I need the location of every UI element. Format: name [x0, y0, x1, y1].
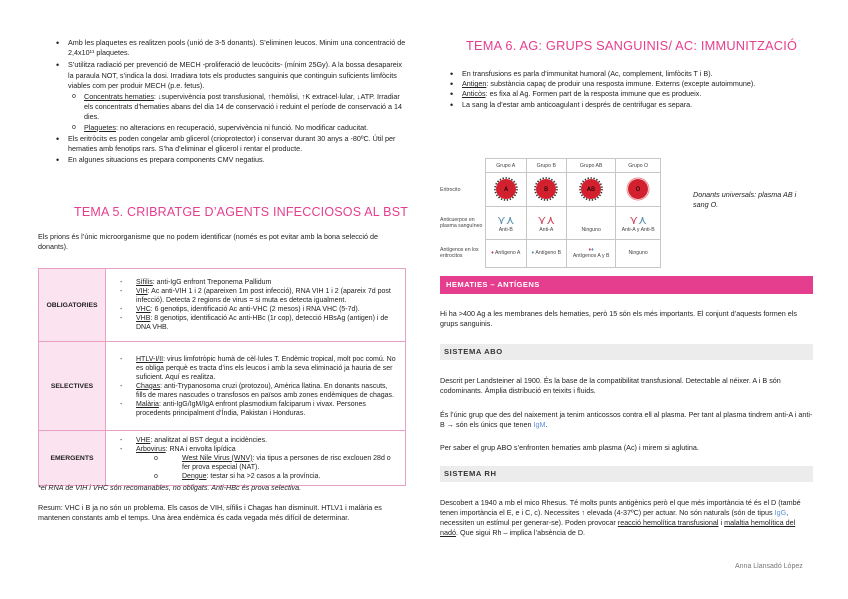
group-header: Grupo A: [486, 159, 527, 173]
antigen-cell: ♦ Antígeno A: [486, 239, 527, 267]
antigen-icon: ♦: [588, 247, 592, 254]
erythrocyte-ab-icon: [576, 174, 606, 204]
bullet-icon: •: [56, 133, 60, 144]
antigen-icon: ♦: [591, 247, 594, 254]
antigen-icon: ♦: [531, 250, 535, 257]
dash-list: [120, 355, 399, 418]
row-label: Anticuerpos en plasma sanguíneo: [440, 217, 483, 230]
blood-group-figure: [440, 158, 661, 268]
antibody-cell: ⋎⋏ Anti-A: [526, 207, 567, 239]
bullet-icon: •: [450, 89, 454, 100]
donants-note: Donants universals: plasma AB i sang O.: [693, 190, 797, 209]
list-item: - VHE: analitzat al BST degut a incidències.: [120, 436, 268, 444]
screening-table: [38, 268, 406, 486]
dash-list: [120, 436, 399, 481]
list-item: - VHB: 8 genotips, identificació Ac anti-HBc (1r cop), detecció HBsAg (antigen) i de DNA VHB.: [120, 315, 389, 331]
antibody-cell: ⋎⋏ Anti-A y Anti-B: [616, 207, 661, 239]
list-item: - VIH: Ac anti-VIH 1 i 2 (apareixen 1m post infecció), RNA VIH 1 i 2 (apareix 7d post infecció). Detecta 2 regions de virus = si muta es detecta igualment.: [120, 288, 391, 304]
list-item: - Arbovirus: RNA i envolta lipídica o West Nile Virus (WNV): via tipus a persones de risc exclouen 28d o fer prova especial (NAT). o Dengue: testar si ha >2 casos a la província.: [120, 445, 399, 481]
bullet-icon: •: [450, 79, 454, 90]
list-item: • Amb les plaquetes es realitzen pools (unió de 3-5 donants). S’eliminen leucos. Minim una concentració de 2,4x10¹¹ plaquetes.: [56, 38, 406, 58]
hematies-header: HEMATIES – ANTÍGENS: [440, 276, 813, 294]
antibody-cell: Ninguno: [567, 207, 616, 239]
table-row: [39, 431, 406, 486]
rh-header: SISTEMA RH: [440, 466, 813, 482]
bullet-icon: •: [56, 155, 60, 166]
list-item: o Plaquetes: no alteracions en recuperació, supervivència ni funció. No modificar caducitat.: [72, 122, 369, 132]
table-note: *el RNA de VIH i VHC són recomanables, no obligats. Anti-HBc és prova selectiva.: [38, 483, 302, 492]
bullet-icon: •: [450, 99, 454, 110]
list-item: • Els eritròcits es poden congelar amb glicerol (crioprotector) i conservar durant 30 anys a -80ºC. Útil per hematies amb fenotips rars. S’ha d’eliminar el glicerol i rentar el producte.: [56, 133, 396, 154]
circle-bullet-icon: o: [72, 123, 76, 131]
resum-text: Resum: VHC i B ja no són un problema. Els casos de VIH, sífilis i Chagas han disminuït. HTLV1 i malària es mantenen constants amb el temps. Una àrea endèmica és cada vegada més difícil de determinar.: [38, 503, 382, 522]
list-item: • En transfusions es parla d’immunitat humoral (Ac, complement, limfòcits T i B).: [450, 69, 713, 79]
list-item: o West Nile Virus (WNV): via tipus a persones de risc exclouen 28d o fer prova especial (NAT).: [154, 454, 391, 471]
group-header: Grupo O: [616, 159, 661, 173]
tema6-title: TEMA 6. AG: GRUPS SANGUINIS/ AC: IMMUNITZACIÓ: [466, 38, 798, 53]
erythrocyte-a-icon: [491, 174, 521, 204]
antibody-icon: ⋎⋏: [496, 212, 515, 227]
sub-list: [136, 454, 399, 481]
list-item: o Concentrats hematies: ↓supervivència post transfusional, ↑hemòlisi, ↑K extracel·lular, ↓ATP. Irradiar els concentrats d’hematies abans del dia 14 de conservació i reduint el període de conservació a 14 dies.: [72, 92, 403, 122]
antigen-cell: Ninguno: [616, 239, 661, 267]
category-obligatories: OBLIGATORIES: [39, 269, 106, 342]
rh-text: Descobert a 1940 a mb el mico Rhesus. Té molts punts antigènics però el que més importància té és el D (també tenen importància el E, e i C, c). Necessites ↑ elevada (4-37ºC) per actuar. No són naturals (són de tipus IgG, necessiten un estímul per generar-se). Poden provocar reacció hemolítica transfusional i malaltia hemolítica del nadó. Que sigui Rh – implica l’absència de D.: [440, 498, 801, 537]
list-item: - Malària: anti-IgG/IgM/IgA enfront plasmodium falciparum i vivax. Persones procedents principalment d’Índia, Pakistan i Honduras.: [120, 400, 366, 417]
abo-paragraph-3: Per saber el grup ABO s’enfronten hematies amb plasma (Ac) i mirem si aglutina.: [440, 443, 699, 452]
table-cell: [106, 431, 406, 486]
row-label: Antígenos en los eritrocitos: [440, 247, 479, 260]
erythrocyte-cell: [616, 173, 661, 207]
erythrocyte-cell: [526, 173, 567, 207]
erythrocyte-cell: [567, 173, 616, 207]
list-item: • Anticòs: es fixa al Ag. Formen part de la resposta immune que es produeix.: [450, 89, 702, 100]
tema5-title: TEMA 5. CRIBRATGE D’AGENTS INFECCIOSOS AL BST: [74, 205, 409, 219]
list-item: • La sang la d’estar amb anticoagulant i després de centrifugar es separa.: [450, 99, 693, 110]
list-item: • S’utilitza radiació per prevenció de MECH -proliferació de leucòcits- (mínim 25Gy). A la bossa desapareix la paraula NOT, s’indica la dosi. Irradiara tots els productes sanguinis que continguin suficients limfòcits viables com per produir MECH (p.e. fetus). o Concentrats hematies: ↓supervivència post transfusional, ↑hemòlisi, ↑K extracel·lular, ↓ATP. Irradiar els concentrats d’hematies abans del dia 14 de conservació i reduint el període de conservació a 14 dies. o Plaquetes: no alteracions en recuperació, supervivència ni funció. No modificar caducitat.: [68, 60, 406, 132]
svg-text:A: A: [503, 185, 508, 193]
antibody-cell: ⋎⋏ Anti-B: [486, 207, 527, 239]
group-header: Grupo B: [526, 159, 567, 173]
abo-paragraph-1: Descrit per Landsteiner al 1900. És la base de la compatibilitat transfusional. Detectable al néixer. A i B són codominants. Àmplia distribució en teixits i fluids.: [440, 376, 781, 395]
antigen-cell: ♦ Antígeno B: [526, 239, 567, 267]
tema5-intro: Els prions és l’únic microorganisme que no podem identificar (només es pot evitar amb la bona selecció de donants).: [38, 232, 378, 251]
bullet-icon: •: [56, 38, 60, 48]
dash-list: [120, 278, 399, 332]
table-row: [39, 342, 406, 431]
svg-text:B: B: [544, 185, 549, 193]
antibody-icon: ⋎⋏: [537, 212, 556, 227]
group-header: Grupo AB: [567, 159, 616, 173]
tema6-bullet-list: [450, 69, 812, 110]
bullet-icon: •: [450, 69, 454, 79]
bullet-icon: •: [56, 60, 60, 71]
erythrocyte-b-icon: [531, 174, 561, 204]
antibody-icon: ⋎⋏: [629, 212, 647, 227]
svg-text:AB: AB: [587, 185, 596, 193]
circle-bullet-icon: o: [72, 93, 76, 101]
list-item: o Dengue: testar si ha >2 casos a la província.: [154, 472, 321, 480]
list-item: - VHC: 6 genotips, identificació Ac anti-VHC (2 mesos) i RNA VHC (5-7d).: [120, 306, 360, 313]
table-row: [39, 269, 406, 342]
erythrocyte-o-icon: [623, 174, 653, 204]
list-item: • Antigen: substància capaç de produir una resposta immune. Externs (excepte autoimmune).: [450, 79, 756, 90]
list-item: • En algunes situacions es prepara components CMV negatius.: [56, 155, 265, 166]
list-item: - Chagas: anti-Trypanosoma cruzi (protozou), Amèrica llatina. En donants nascuts, fills de mares nascudes o transfosos en països amb zones endèmiques de chagas.: [120, 382, 394, 399]
abo-paragraph-2: És l’únic grup que des del naixement ja tenim anticossos contra ell al plasma. Per tant al plasma tindrem anti-A i anti-B → són els únics que tenen IgM.: [440, 410, 813, 429]
category-selectives: SELECTIVES: [39, 342, 106, 431]
row-label: Eritrocito: [440, 186, 461, 193]
list-item: - HTLV-I/II: virus limfotròpic humà de cèl·lules T. Endèmic tropical, molt poc comú. No es obliga perquè es tracta d’ins els leucos i amb la seva eliminació ja hauria de ser suficient. Aquí es realitza.: [120, 355, 396, 381]
antigen-cell: ♦♦ Antígenos A y B: [567, 239, 616, 267]
hematies-text: Hi ha >400 Ag a les membranes dels hematies, però 15 són els més importants. El conjunt d’aquests formen els grups sanguinis.: [440, 309, 797, 328]
sub-list: [72, 92, 406, 133]
svg-text:O: O: [635, 185, 641, 193]
category-emergents: EMERGENTS: [39, 431, 106, 486]
abo-header: SISTEMA ABO: [440, 344, 813, 360]
top-bullet-list: [56, 38, 406, 166]
table-cell: [106, 269, 406, 342]
erythrocyte-cell: [486, 173, 527, 207]
table-cell: [106, 342, 406, 431]
antigen-icon: ♦: [491, 250, 494, 257]
author-footer: Anna Llansadó López: [735, 563, 803, 570]
list-item: - Sífilis: anti-IgG enfront Treponema Pallidum: [120, 279, 272, 286]
